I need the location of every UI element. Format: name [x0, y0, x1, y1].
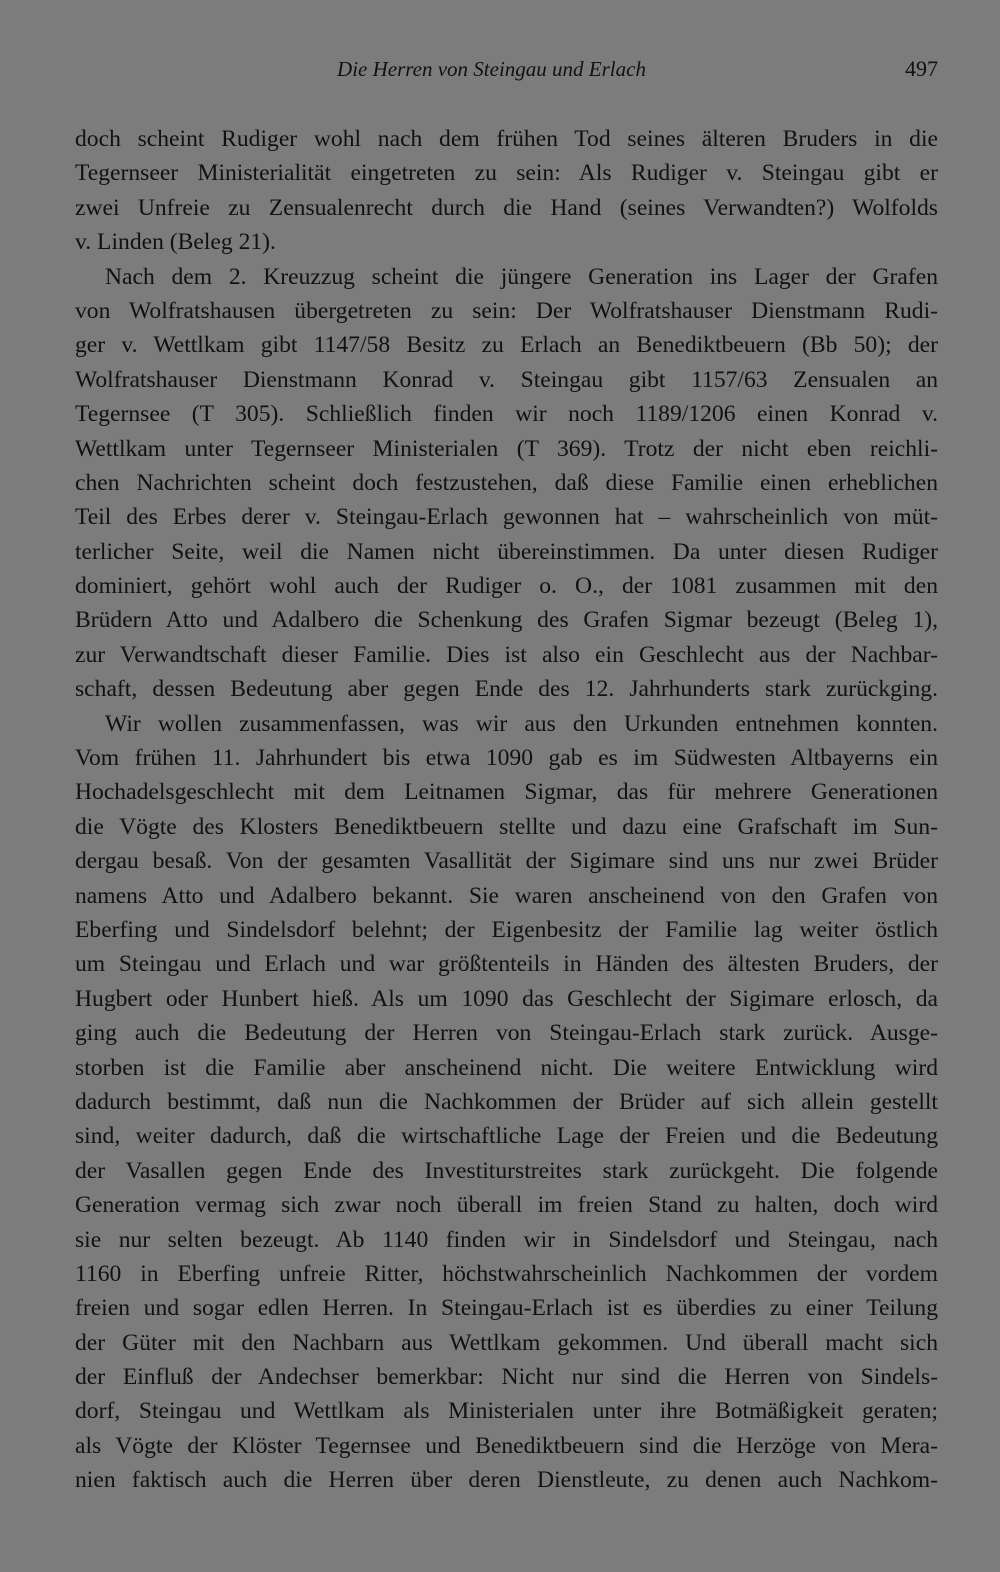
paragraph-2 [75, 260, 938, 707]
text-line: Wettlkam unter Tegernseer Ministerialen (T 369). Trotz der nicht eben reichli- [75, 435, 938, 462]
text-line: Tegernseer Ministerialität eingetreten zu sein: Als Rudiger v. Steingau gibt er [75, 160, 938, 187]
text-line: Wolfratshauser Dienstmann Konrad v. Steingau gibt 1157/63 Zensualen an [75, 366, 938, 393]
text-line: 1160 in Eberfing unfreie Ritter, höchstwahrscheinlich Nachkommen der vordem [75, 1260, 938, 1287]
text-line: Generation vermag sich zwar noch überall im freien Stand zu halten, doch wird [75, 1192, 938, 1219]
text-line: schaft, dessen Bedeutung aber gegen Ende des 12. Jahrhunderts stark zurückging. [75, 676, 938, 703]
page-number: 497 [905, 56, 938, 81]
text-line: der Güter mit den Nachbarn aus Wettlkam gekommen. Und überall macht sich [75, 1329, 938, 1356]
text-line: terlicher Seite, weil die Namen nicht übereinstimmen. Da unter diesen Rudiger [75, 538, 938, 565]
paragraph-1 [75, 122, 938, 260]
text-line: der Vasallen gegen Ende des Investiturstreites stark zurückgeht. Die folgende [75, 1157, 938, 1184]
text-line: der Einfluß der Andechser bemerkbar: Nicht nur sind die Herren von Sindels- [75, 1364, 938, 1391]
text-line: Brüdern Atto und Adalbero die Schenkung des Grafen Sigmar bezeugt (Beleg 1), [75, 607, 938, 634]
text-line: v. Linden (Beleg 21). [75, 229, 276, 256]
text-line: nien faktisch auch die Herren über deren Dienstleute, zu denen auch Nachkom- [75, 1467, 938, 1494]
text-line: ger v. Wettlkam gibt 1147/58 Besitz zu Erlach an Benediktbeuern (Bb 50); der [75, 332, 938, 359]
text-line: dergau besaß. Von der gesamten Vasallität der Sigimare sind uns nur zwei Brüder [75, 848, 938, 875]
text-line: um Steingau und Erlach und war größtenteils in Händen des ältesten Bruders, der [75, 951, 938, 978]
text-line: freien und sogar edlen Herren. In Steingau-Erlach ist es überdies zu einer Teilung [75, 1295, 938, 1322]
text-line: Wir wollen zusammenfassen, was wir aus den Urkunden entnehmen konnten. [105, 710, 938, 737]
text-line: storben ist die Familie aber anscheinend nicht. Die weitere Entwicklung wird [75, 1054, 938, 1081]
text-line: sie nur selten bezeugt. Ab 1140 finden wir in Sindelsdorf und Steingau, nach [75, 1226, 938, 1253]
text-line: Hugbert oder Hunbert hieß. Als um 1090 das Geschlecht der Sigimare erlosch, da [75, 985, 938, 1012]
text-line: Tegernsee (T 305). Schließlich finden wir noch 1189/1206 einen Konrad v. [75, 401, 938, 428]
paragraph-3 [75, 707, 938, 1498]
text-line: zwei Unfreie zu Zensualenrecht durch die Hand (seines Verwandten?) Wolfolds [75, 194, 938, 221]
text-line: zur Verwandtschaft dieser Familie. Dies ist also ein Geschlecht aus der Nachbar- [75, 641, 938, 668]
text-line: als Vögte der Klöster Tegernsee und Benediktbeuern sind die Herzöge von Mera- [75, 1432, 938, 1459]
running-head [75, 52, 938, 86]
text-line: dominiert, gehört wohl auch der Rudiger o. O., der 1081 zusammen mit den [75, 573, 938, 600]
text-line: Eberfing und Sindelsdorf belehnt; der Eigenbesitz der Familie lag weiter östlich [75, 916, 938, 943]
text-line: Teil des Erbes derer v. Steingau-Erlach gewonnen hat – wahrscheinlich von müt- [75, 504, 938, 531]
text-line: namens Atto und Adalbero bekannt. Sie waren anscheinend von den Grafen von [75, 882, 938, 909]
text-line: Hochadelsgeschlecht mit dem Leitnamen Sigmar, das für mehrere Generationen [75, 779, 938, 806]
text-line: dadurch bestimmt, daß nun die Nachkommen der Brüder auf sich allein gestellt [75, 1088, 938, 1115]
text-line: die Vögte des Klosters Benediktbeuern stellte und dazu eine Grafschaft im Sun- [75, 813, 938, 840]
text-line: doch scheint Rudiger wohl nach dem frühen Tod seines älteren Bruders in die [75, 126, 938, 152]
text-line: dorf, Steingau und Wettlkam als Ministerialen unter ihre Botmäßigkeit geraten; [75, 1398, 938, 1425]
text-line: chen Nachrichten scheint doch festzustehen, daß diese Familie einen erheblichen [75, 469, 938, 496]
text-line: von Wolfratshausen übergetreten zu sein: Der Wolfratshauser Dienstmann Rudi- [75, 297, 938, 324]
body-text [75, 122, 938, 1498]
text-line: Nach dem 2. Kreuzzug scheint die jüngere Generation ins Lager der Grafen [105, 263, 938, 290]
text-line: ging auch die Bedeutung der Herren von Steingau-Erlach stark zurück. Ausge- [75, 1020, 938, 1047]
text-line: sind, weiter dadurch, daß die wirtschaftliche Lage der Freien und die Bedeutung [75, 1123, 938, 1150]
text-line: Vom frühen 11. Jahrhundert bis etwa 1090 gab es im Südwesten Altbayerns ein [75, 745, 938, 772]
running-title: Die Herren von Steingau und Erlach [337, 57, 646, 81]
